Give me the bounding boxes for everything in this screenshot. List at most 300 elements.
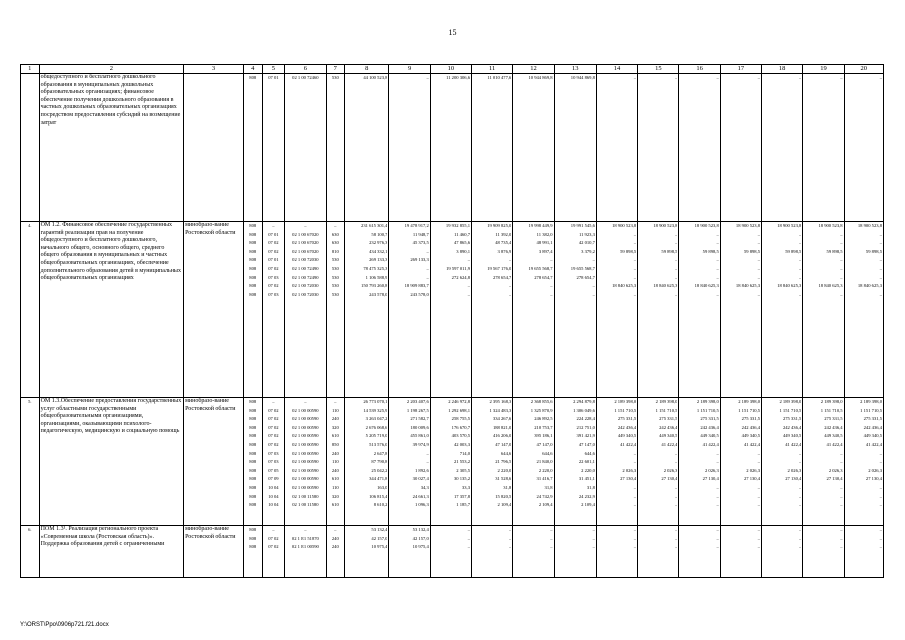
- value-column: [679, 74, 720, 222]
- table-cell: 02 1 00 72030: [292, 291, 319, 297]
- table-cell: –: [840, 535, 843, 541]
- table-cell: 242 436,4: [782, 424, 802, 430]
- table-cell: 455 861,0: [410, 433, 429, 439]
- table-cell: 11 200 306,6: [446, 75, 471, 80]
- table-cell: 24 661,3: [412, 493, 429, 499]
- table-cell: 78 475 325,3: [363, 265, 388, 271]
- table-cell: 530: [331, 75, 339, 80]
- table-cell: 808: [249, 459, 257, 465]
- table-cell: 243 578,0: [410, 291, 429, 297]
- table-cell: 07 03: [268, 450, 279, 456]
- table-cell: –: [879, 257, 882, 263]
- table-cell: 24 232,9: [578, 493, 595, 499]
- table-cell: –: [675, 535, 678, 541]
- value-column: [513, 526, 554, 578]
- table-cell: 1 151 710,5: [820, 407, 843, 413]
- table-cell: –: [467, 257, 471, 263]
- table-cell: –: [467, 535, 471, 541]
- table-cell: 19 597 011,9: [446, 265, 471, 271]
- table-cell: 1 151 710,5: [738, 407, 761, 413]
- row-number: [21, 74, 40, 222]
- value-column: [430, 222, 471, 398]
- table-cell: –: [716, 257, 719, 263]
- table-cell: 808: [249, 502, 257, 508]
- table-cell: –: [675, 459, 678, 465]
- table-cell: 530: [331, 283, 339, 289]
- table-cell: –: [633, 291, 637, 297]
- table-cell: 07 03: [268, 459, 279, 465]
- table-cell: 2 676 068,6: [365, 424, 388, 430]
- table-cell: 1 198 267,5: [406, 407, 429, 413]
- table-cell: 808: [249, 476, 257, 482]
- table-cell: –: [633, 484, 637, 490]
- value-column: [326, 222, 345, 398]
- value-column: [513, 222, 554, 398]
- table-cell: –: [272, 399, 275, 404]
- value-column: [345, 222, 389, 398]
- value-column: [596, 526, 637, 578]
- table-cell: 11 948,7: [412, 231, 429, 237]
- table-cell: 41 422,4: [785, 441, 802, 447]
- table-cell: –: [675, 291, 678, 297]
- responsible-executor: [184, 74, 244, 222]
- table-cell: 18 900 523,8: [612, 223, 637, 228]
- table-cell: 18 840 625,3: [653, 283, 678, 289]
- page-number: 15: [448, 28, 457, 37]
- table-cell: 02 1 00 11580: [292, 493, 319, 499]
- table-cell: –: [799, 274, 802, 280]
- table-cell: 808: [249, 416, 257, 422]
- table-cell: 42 003,3: [453, 441, 471, 447]
- table-cell: 21 840,0: [536, 459, 553, 465]
- table-cell: 19 932 855,1: [445, 223, 471, 228]
- value-column: [844, 526, 883, 578]
- table-cell: –: [840, 291, 843, 297]
- table-cell: 48 735,4: [495, 240, 512, 246]
- table-cell: 17 357,8: [453, 493, 471, 499]
- table-cell: 45 373,5: [412, 240, 429, 246]
- table-cell: 3 379,2: [581, 248, 595, 254]
- table-cell: 243 578,0: [369, 291, 388, 297]
- table-row: [21, 398, 884, 526]
- table-cell: 02 1 00 11580: [292, 502, 319, 508]
- table-cell: –: [799, 527, 802, 532]
- value-column: [844, 74, 883, 222]
- table-cell: 18 840 625,3: [818, 283, 843, 289]
- value-column: [243, 526, 262, 578]
- table-cell: 449 340,5: [700, 433, 719, 439]
- table-cell: 18 840 625,3: [735, 283, 761, 289]
- table-cell: –: [716, 274, 719, 280]
- table-cell: –: [757, 484, 761, 490]
- table-cell: –: [426, 265, 429, 271]
- table-cell: 02 1 E1 51870: [291, 535, 319, 541]
- table-cell: 1 185,7: [456, 502, 471, 508]
- table-cell: 449 340,5: [782, 433, 802, 439]
- table-cell: 449 340,5: [659, 433, 678, 439]
- table-cell: –: [799, 450, 802, 456]
- table-cell: –: [633, 544, 637, 550]
- table-cell: 02 1 00 00590: [292, 433, 319, 439]
- table-cell: –: [757, 527, 761, 532]
- table-cell: 10 04: [268, 493, 279, 499]
- table-cell: –: [757, 291, 761, 297]
- table-cell: –: [675, 75, 678, 80]
- row-number: 6.: [21, 526, 40, 578]
- value-column: [326, 398, 345, 526]
- table-cell: 808: [249, 544, 257, 550]
- table-cell: 41 422,4: [865, 441, 882, 447]
- table-cell: 2 220,0: [581, 467, 595, 473]
- value-column: [285, 74, 326, 222]
- table-cell: –: [633, 257, 637, 263]
- table-cell: 27 130,4: [865, 476, 882, 482]
- table-cell: 02 1 00 67020: [292, 231, 319, 237]
- table-cell: 2 026,3: [787, 467, 802, 473]
- table-cell: 19 478 917,2: [404, 223, 429, 228]
- table-cell: –: [633, 240, 637, 246]
- table-cell: 24 742,9: [536, 493, 553, 499]
- table-cell: 240: [331, 450, 339, 456]
- value-column: [638, 526, 679, 578]
- table-cell: –: [509, 291, 512, 297]
- table-cell: –: [592, 291, 595, 297]
- table-cell: 2 026,3: [704, 467, 719, 473]
- column-number: 4: [243, 65, 262, 74]
- table-cell: 59 898,5: [661, 248, 678, 254]
- table-cell: 449 340,5: [617, 433, 637, 439]
- table-cell: –: [633, 274, 637, 280]
- table-cell: 27 130,4: [620, 476, 637, 482]
- table-cell: 240: [331, 544, 339, 550]
- table-cell: –: [675, 493, 678, 499]
- table-cell: 163,0: [377, 484, 388, 490]
- table-cell: 1 292 698,1: [448, 407, 471, 413]
- table-cell: 18 900 523,8: [694, 223, 719, 228]
- table-cell: 02 1 00 00590: [292, 416, 319, 422]
- column-number: 11: [472, 65, 513, 74]
- value-column: [389, 526, 430, 578]
- table-cell: 58 100,7: [371, 231, 388, 237]
- value-column: [472, 74, 513, 222]
- table-cell: 47 865,6: [453, 240, 471, 246]
- table-cell: 33,3: [461, 484, 471, 490]
- table-cell: 2 189 398,0: [738, 399, 761, 404]
- column-number: 19: [803, 65, 844, 74]
- table-cell: –: [509, 257, 512, 263]
- table-cell: 53 132,4: [412, 527, 429, 532]
- table-cell: 2 026,3: [828, 467, 843, 473]
- table-cell: –: [334, 223, 337, 228]
- table-cell: 18 900 523,8: [653, 223, 678, 228]
- table-cell: 2 109,4: [497, 502, 512, 508]
- table-cell: 59 898,5: [865, 248, 882, 254]
- table-cell: –: [334, 527, 337, 532]
- table-cell: 808: [249, 291, 257, 297]
- table-cell: –: [840, 459, 843, 465]
- value-column: [243, 398, 262, 526]
- table-cell: 530: [331, 257, 339, 263]
- column-number: 8: [345, 65, 389, 74]
- column-number: 9: [389, 65, 430, 74]
- value-column: [513, 74, 554, 222]
- table-cell: 10 944 869,8: [570, 75, 595, 80]
- table-cell: –: [509, 527, 512, 532]
- table-cell: 2 647,8: [373, 450, 388, 456]
- table-cell: –: [592, 283, 595, 289]
- table-cell: 434 332,1: [369, 248, 388, 254]
- column-number: 3: [184, 65, 244, 74]
- measure-name: ОМ 1.2. Финансовое обеспечение государственных гарантий реализации прав на получение общедоступного и бесплатного дошкольного, начального общего, основного общего, среднего общего образования в муниципальных и частных общеобразовательных организациях, обеспечение дополнительного образования детей в муниципальных общеобразовательных организациях: [39, 222, 184, 398]
- table-cell: –: [799, 535, 802, 541]
- table-cell: –: [840, 257, 843, 263]
- value-column: [762, 526, 803, 578]
- table-cell: –: [633, 502, 637, 508]
- table-cell: 275 331,5: [863, 416, 882, 422]
- table-cell: –: [799, 502, 802, 508]
- table-cell: 644,6: [584, 450, 595, 456]
- table-cell: 27 130,4: [743, 476, 761, 482]
- table-cell: 27 130,4: [661, 476, 678, 482]
- table-cell: 07 02: [268, 416, 279, 422]
- program-funding-table: [20, 64, 884, 578]
- table-cell: 210 753,7: [534, 424, 553, 430]
- table-cell: –: [272, 527, 275, 532]
- table-cell: –: [840, 484, 843, 490]
- column-number: 20: [844, 65, 883, 74]
- table-cell: –: [879, 240, 882, 246]
- table-cell: –: [757, 535, 761, 541]
- table-cell: –: [592, 535, 595, 541]
- table-cell: –: [716, 535, 719, 541]
- table-cell: –: [757, 502, 761, 508]
- value-column: [554, 526, 596, 578]
- table-cell: –: [757, 257, 761, 263]
- table-cell: 320: [331, 424, 339, 430]
- column-number: 13: [554, 65, 596, 74]
- table-cell: 808: [249, 240, 257, 246]
- table-cell: 1 306 049,6: [573, 407, 595, 413]
- table-cell: 59 898,5: [785, 248, 802, 254]
- table-cell: –: [675, 544, 678, 550]
- table-cell: –: [509, 535, 512, 541]
- table-cell: –: [633, 231, 637, 237]
- table-cell: –: [633, 535, 637, 541]
- table-cell: –: [675, 527, 678, 532]
- value-column: [596, 398, 637, 526]
- table-cell: 07 02: [268, 407, 279, 413]
- table-cell: –: [840, 231, 843, 237]
- table-cell: 3 897,4: [538, 248, 553, 254]
- table-cell: 403 570,5: [451, 433, 471, 439]
- value-column: [803, 222, 844, 398]
- table-cell: –: [840, 265, 843, 271]
- table-cell: 27 130,4: [826, 476, 843, 482]
- table-cell: 07 02: [268, 424, 279, 430]
- table-cell: –: [879, 527, 882, 532]
- table-cell: 242 436,4: [700, 424, 719, 430]
- table-cell: –: [716, 240, 719, 246]
- column-number: 15: [638, 65, 679, 74]
- table-cell: 47 147,0: [578, 441, 595, 447]
- table-cell: 258 755,5: [451, 416, 471, 422]
- table-cell: 610: [331, 502, 339, 508]
- table-cell: 42 157,0: [412, 535, 429, 541]
- table-cell: 2 203 407,6: [406, 399, 429, 404]
- table-cell: –: [426, 75, 429, 80]
- table-cell: –: [799, 493, 802, 499]
- table-cell: 810: [331, 248, 339, 254]
- table-cell: 02 1 00 67020: [292, 248, 319, 254]
- table-cell: –: [675, 450, 678, 456]
- table-cell: 391 421,9: [576, 433, 595, 439]
- table-cell: 42 157,0: [371, 535, 388, 541]
- table-cell: –: [757, 274, 761, 280]
- table-cell: 269 133,3: [369, 257, 388, 263]
- table-cell: 34,3: [420, 484, 429, 490]
- table-cell: 271 582,7: [410, 416, 429, 422]
- table-cell: 59 898,5: [743, 248, 761, 254]
- table-cell: 416 206,0: [492, 433, 512, 439]
- table-cell: 02 1 00 67020: [292, 240, 319, 246]
- table-cell: 59 898,5: [620, 248, 637, 254]
- table-cell: 14 539 325,9: [363, 407, 388, 413]
- table-cell: –: [633, 265, 637, 271]
- table-cell: 18 840 625,3: [694, 283, 719, 289]
- table-cell: 02 1 00 00590: [292, 424, 319, 430]
- table-cell: 224 228,4: [576, 416, 595, 422]
- table-cell: 18 840 625,3: [612, 283, 637, 289]
- table-cell: –: [675, 484, 678, 490]
- table-cell: 07 03: [268, 274, 279, 280]
- table-cell: 242 436,4: [659, 424, 678, 430]
- table-cell: 07 01: [268, 75, 279, 80]
- table-cell: 630: [331, 240, 339, 246]
- table-cell: 18 900 523,8: [818, 223, 843, 228]
- table-cell: –: [757, 75, 761, 80]
- table-cell: 07 01: [268, 231, 279, 237]
- table-cell: –: [799, 240, 802, 246]
- measure-name: общедоступного и бесплатного дошкольного образования в муниципальных дошкольных образовательных организациях; финансовое обеспечение получения дошкольного образования в частных дошкольных образовательных организациях посредством предоставления субсидий на возмещение затрат: [39, 74, 184, 222]
- value-column: [285, 526, 326, 578]
- table-cell: 41 422,4: [661, 441, 678, 447]
- table-cell: –: [840, 75, 843, 80]
- table-cell: 644,6: [542, 450, 553, 456]
- table-cell: –: [840, 493, 843, 499]
- table-cell: 320: [331, 493, 339, 499]
- table-cell: –: [467, 527, 471, 532]
- table-cell: 272 624,8: [451, 274, 471, 280]
- table-cell: –: [633, 459, 637, 465]
- table-cell: 31 528,6: [495, 476, 512, 482]
- table-cell: –: [879, 484, 882, 490]
- table-cell: –: [592, 527, 595, 532]
- table-cell: –: [879, 75, 882, 80]
- table-cell: –: [879, 450, 882, 456]
- table-cell: –: [675, 274, 678, 280]
- table-cell: 02 1 00 72030: [292, 283, 319, 289]
- table-cell: 21 553,2: [453, 459, 471, 465]
- table-cell: 10 975,4: [412, 544, 429, 550]
- table-cell: 02 1 00 00590: [292, 459, 319, 465]
- table-cell: 11 392,0: [495, 231, 512, 237]
- table-cell: 1 106 588,9: [365, 274, 388, 280]
- value-column: [720, 222, 761, 398]
- table-cell: 07 05: [268, 467, 279, 473]
- value-column: [803, 74, 844, 222]
- value-column: [554, 222, 596, 398]
- table-cell: –: [467, 283, 471, 289]
- table-cell: 2 368 855,6: [530, 399, 553, 404]
- table-cell: 07 03: [268, 291, 279, 297]
- value-column: [472, 222, 513, 398]
- table-cell: 2 246 972,8: [448, 399, 471, 404]
- value-column: [720, 74, 761, 222]
- table-cell: 1 151 710,5: [860, 407, 882, 413]
- table-cell: 02 1 00 00590: [292, 484, 319, 490]
- table-cell: 278 654,7: [492, 274, 512, 280]
- table-cell: 11 010 477,6: [487, 75, 512, 80]
- table-cell: 2 220,0: [497, 467, 512, 473]
- table-cell: –: [426, 459, 429, 465]
- table-cell: 19 655 568,7: [528, 265, 553, 271]
- table-cell: –: [799, 265, 802, 271]
- table-cell: 1 151 710,5: [779, 407, 802, 413]
- table-cell: 106 815,4: [369, 493, 388, 499]
- column-number-row: [21, 65, 884, 74]
- table-cell: 25 042,2: [371, 467, 388, 473]
- value-column: [803, 398, 844, 526]
- value-column: [345, 74, 389, 222]
- value-column: [472, 526, 513, 578]
- table-cell: –: [716, 231, 719, 237]
- table-cell: 275 331,5: [659, 416, 678, 422]
- table-cell: 231 615 301,4: [361, 223, 388, 228]
- table-cell: 44 100 523,8: [363, 75, 388, 80]
- table-cell: –: [757, 459, 761, 465]
- table-cell: –: [757, 240, 761, 246]
- table-cell: 2 189 398,0: [820, 399, 843, 404]
- table-cell: 19 998 449,9: [528, 223, 553, 228]
- table-cell: –: [840, 544, 843, 550]
- table-cell: 41 422,4: [702, 441, 719, 447]
- table-cell: 3 263 047,2: [365, 416, 388, 422]
- table-cell: 188 821,0: [492, 424, 512, 430]
- table-cell: 5 205 719,0: [365, 433, 388, 439]
- table-cell: –: [633, 75, 637, 80]
- table-cell: 02 1 00 00590: [292, 476, 319, 482]
- table-cell: 2 189 398,0: [614, 399, 637, 404]
- column-number: 10: [430, 65, 471, 74]
- value-column: [262, 222, 285, 398]
- table-cell: 2 189 398,0: [655, 399, 678, 404]
- table-cell: 808: [249, 433, 257, 439]
- value-column: [596, 222, 637, 398]
- table-cell: 22 601,1: [578, 459, 595, 465]
- table-cell: –: [879, 274, 882, 280]
- table-cell: 1 151 710,5: [614, 407, 637, 413]
- table-cell: 48 991,1: [536, 240, 553, 246]
- row-number: 4.: [21, 222, 40, 398]
- table-cell: 3 890,1: [456, 248, 471, 254]
- table-cell: –: [840, 527, 843, 532]
- table-cell: –: [840, 502, 843, 508]
- table-cell: 610: [331, 476, 339, 482]
- measure-name: ОМ 1.3.Обеспечение предоставления государственных услуг областными государственными общеобразовательными организациями, организациями, оказывающими психолого-педагогическую, медицинскую и социальную помощь: [39, 398, 184, 526]
- table-cell: 10 944 869,8: [528, 75, 553, 80]
- table-cell: 180 009,6: [410, 424, 429, 430]
- table-cell: 07 02: [268, 265, 279, 271]
